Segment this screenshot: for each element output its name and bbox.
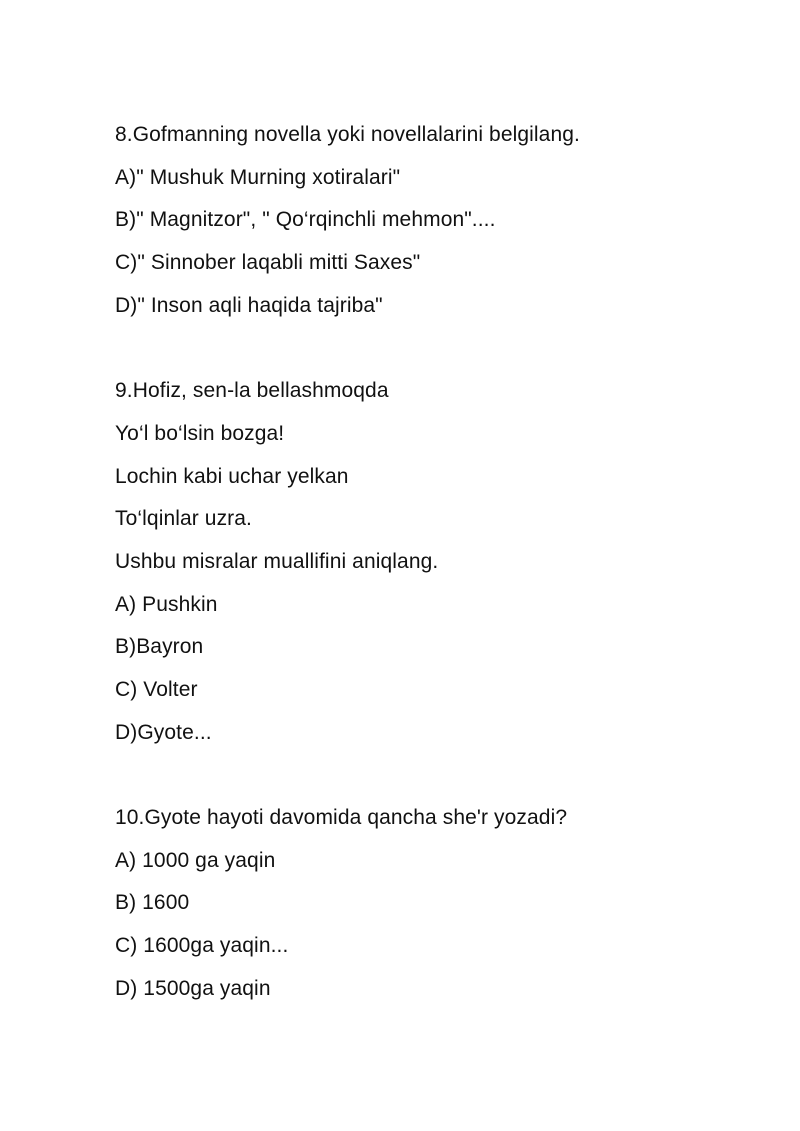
- question-8-prompt: 8.Gofmanning novella yoki novellalarini belgilang.: [115, 123, 580, 146]
- question-8: [115, 117, 755, 330]
- question-9-option-d: D)Gyote...: [115, 720, 212, 744]
- question-10-option-b: B) 1600: [115, 891, 190, 915]
- question-9-option-b: B)Bayron: [115, 635, 204, 659]
- question-10: [115, 800, 755, 1013]
- spacer: [115, 757, 755, 800]
- spacer: [115, 330, 755, 373]
- question-10-option-c: C) 1600ga yaqin...: [115, 934, 289, 958]
- question-8-option-a: A)" Mushuk Murning xotiralari": [115, 165, 401, 189]
- question-9-verse-line-4: To‘lqinlar uzra.: [115, 507, 252, 531]
- question-9-option-a: A) Pushkin: [115, 592, 218, 616]
- question-8-option-b: B)" Magnitzor", " Qo‘rqinchli mehmon"....: [115, 208, 496, 232]
- question-10-prompt: 10.Gyote hayoti davomida qancha she'r yozadi?: [115, 806, 568, 829]
- question-9-verse-line-3: Lochin kabi uchar yelkan: [115, 464, 349, 488]
- document-body: [115, 117, 755, 1013]
- question-8-option-d: D)" Inson aqli haqida tajriba": [115, 293, 383, 317]
- question-9-verse-line-1: 9.Hofiz, sen-la bellashmoqda: [115, 379, 389, 403]
- question-9-prompt: Ushbu misralar muallifini aniqlang.: [115, 549, 439, 573]
- question-9-verse-line-2: Yo‘l bo‘lsin bozga!: [115, 421, 285, 445]
- question-8-option-c: C)" Sinnober laqabli mitti Saxes": [115, 251, 421, 275]
- question-9: [115, 373, 755, 757]
- question-10-option-a: A) 1000 ga yaqin: [115, 848, 276, 872]
- question-9-option-c: C) Volter: [115, 677, 198, 701]
- question-10-option-d: D) 1500ga yaqin: [115, 976, 271, 1000]
